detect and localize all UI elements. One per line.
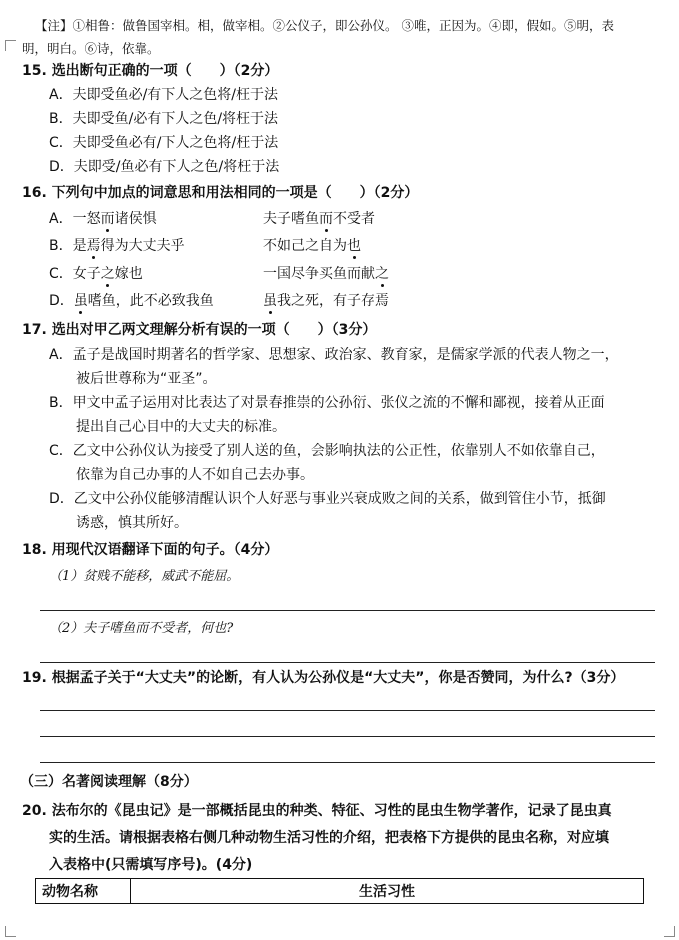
dotted-char: 虽 <box>73 293 88 309</box>
question-text: 法布尔的《昆虫记》是一部概括昆虫的种类、特征、习性的昆虫生物学著作，记录了昆虫真 <box>51 803 612 819</box>
question-number: 19. <box>22 670 47 686</box>
question-15-option-b: B．夫即受鱼/必有下人之色/将枉于法 <box>49 111 279 127</box>
option-text: 夫子嗜鱼 <box>263 211 319 227</box>
question-16-option-d <box>49 292 214 310</box>
question-text: 选出对甲乙两文理解分析有误的一项（ ）（3分） <box>51 322 377 338</box>
answer-line[interactable] <box>40 662 655 663</box>
question-20-line2: 实的生活。请根据表格右侧几种动物生活习性的介绍，把表格下方提供的昆虫名称，对应填 <box>49 830 609 846</box>
option-text: 诸侯惧 <box>114 211 157 227</box>
question-16-option-a-right <box>263 210 375 228</box>
dotted-char: 也 <box>347 238 361 254</box>
question-18-stem <box>22 541 278 559</box>
answer-line[interactable] <box>40 710 655 711</box>
question-text: 选出断句正确的一项（ ）（2分） <box>51 63 279 79</box>
question-text: 下列句中加点的词意思和用法相同的一项是（ ）（2分） <box>51 185 419 201</box>
option-label: D． <box>49 293 74 309</box>
question-17-option-a-line1: A．孟子是战国时期著名的哲学家、思想家、政治家、教育家，是儒家学派的代表人物之一， <box>49 347 619 363</box>
question-15-stem <box>22 62 278 80</box>
question-20-line1 <box>22 802 612 820</box>
question-18-item-1: （1）贫贱不能移，威武不能屈。 <box>49 569 240 584</box>
option-text: 不如己之自为 <box>263 238 347 254</box>
answer-line[interactable] <box>40 610 655 611</box>
option-text: 嗜鱼，此不必致我鱼 <box>87 293 214 309</box>
question-text: 根据孟子关于“大丈夫”的论断，有人认为公孙仪是“大丈夫”，你是否赞同，为什么?（3分） <box>51 670 625 686</box>
dotted-char: 焉 <box>86 238 101 254</box>
option-text: 一怒 <box>72 211 101 227</box>
question-16-option-b <box>49 237 185 255</box>
dotted-char: 而 <box>100 211 115 227</box>
question-17-option-b-line1: B．甲文中孟子运用对比表达了对景春推崇的公孙衍、张仪之流的不懈和鄙视，接着从正面 <box>49 395 605 411</box>
option-text: 得为大丈夫乎 <box>100 238 185 254</box>
option-label: A． <box>49 211 73 227</box>
option-text: 一国尽争买鱼而献 <box>263 266 375 282</box>
dotted-char: 而 <box>319 211 333 227</box>
dotted-char: 之 <box>100 266 115 282</box>
dotted-char: 之 <box>375 266 389 282</box>
question-17-option-d-line2: 诱惑，慎其所好。 <box>76 515 188 531</box>
question-16-option-c <box>49 265 143 283</box>
question-17-option-c-line1: C．乙文中公孙仪认为接受了别人送的鱼，会影响执法的公正性，依靠别人不如依靠自己， <box>49 443 605 459</box>
page-corner-mark <box>5 926 16 937</box>
question-15-option-c: C．夫即受鱼必有/下人之色将/枉于法 <box>49 135 279 151</box>
answer-line[interactable] <box>40 762 655 763</box>
option-label: B． <box>49 238 73 254</box>
table-header-habits: 生活习性 <box>131 879 644 904</box>
option-text: 女子 <box>72 266 101 282</box>
question-text: 用现代汉语翻译下面的句子。（4分） <box>51 542 279 558</box>
insect-habits-table <box>35 878 644 904</box>
dotted-char: 虽 <box>263 293 277 309</box>
question-20-line3: 入表格中(只需填写序号)。(4分) <box>49 857 253 873</box>
option-text: 嫁也 <box>114 266 143 282</box>
table-header-row <box>36 879 644 904</box>
question-number: 16. <box>22 185 47 201</box>
option-text: 我之死，有子存焉 <box>277 293 389 309</box>
question-number: 17. <box>22 322 47 338</box>
annotation-note-line1: 【注】①相鲁：做鲁国宰相。相，做宰相。②公仪子，即公孙仪。 ③唯，正因为。④即，假如。⑤明，表 <box>35 18 614 33</box>
question-17-option-a-line2: 被后世尊称为“亚圣”。 <box>76 371 217 387</box>
question-17-option-d-line1: D．乙文中公孙仪能够清醒认识个人好恶与事业兴衰成败之间的关系，做到管住小节，抵御 <box>49 491 606 507</box>
option-label: C． <box>49 266 73 282</box>
question-16-option-a <box>49 210 157 228</box>
page-corner-mark <box>5 40 16 51</box>
question-number: 15. <box>22 63 47 79</box>
annotation-note-line2: 明，明白。⑥诗，依靠。 <box>22 41 160 56</box>
question-18-item-2: （2）夫子嗜鱼而不受者，何也? <box>49 621 234 636</box>
question-number: 18. <box>22 542 47 558</box>
question-16-option-d-right <box>263 292 389 310</box>
option-text: 是 <box>72 238 87 254</box>
answer-line[interactable] <box>40 736 655 737</box>
question-19-stem <box>22 669 624 687</box>
page-corner-mark <box>664 926 675 937</box>
question-15-option-d: D．夫即受/鱼必有下人之色/将枉于法 <box>49 159 280 175</box>
question-16-option-c-right <box>263 265 389 283</box>
question-16-stem <box>22 184 418 202</box>
question-16-option-b-right <box>263 237 361 255</box>
question-15-option-a: A．夫即受鱼必/有下人之色将/枉于法 <box>49 87 279 103</box>
question-17-stem <box>22 321 376 339</box>
section-3-title: （三）名著阅读理解（8分） <box>20 774 198 790</box>
question-17-option-b-line2: 提出自己心目中的大丈夫的标准。 <box>76 419 286 435</box>
option-text: 不受者 <box>333 211 375 227</box>
question-17-option-c-line2: 依靠为自己办事的人不如自己去办事。 <box>76 467 314 483</box>
question-number: 20. <box>22 803 47 819</box>
table-header-animal-name: 动物名称 <box>36 879 131 904</box>
